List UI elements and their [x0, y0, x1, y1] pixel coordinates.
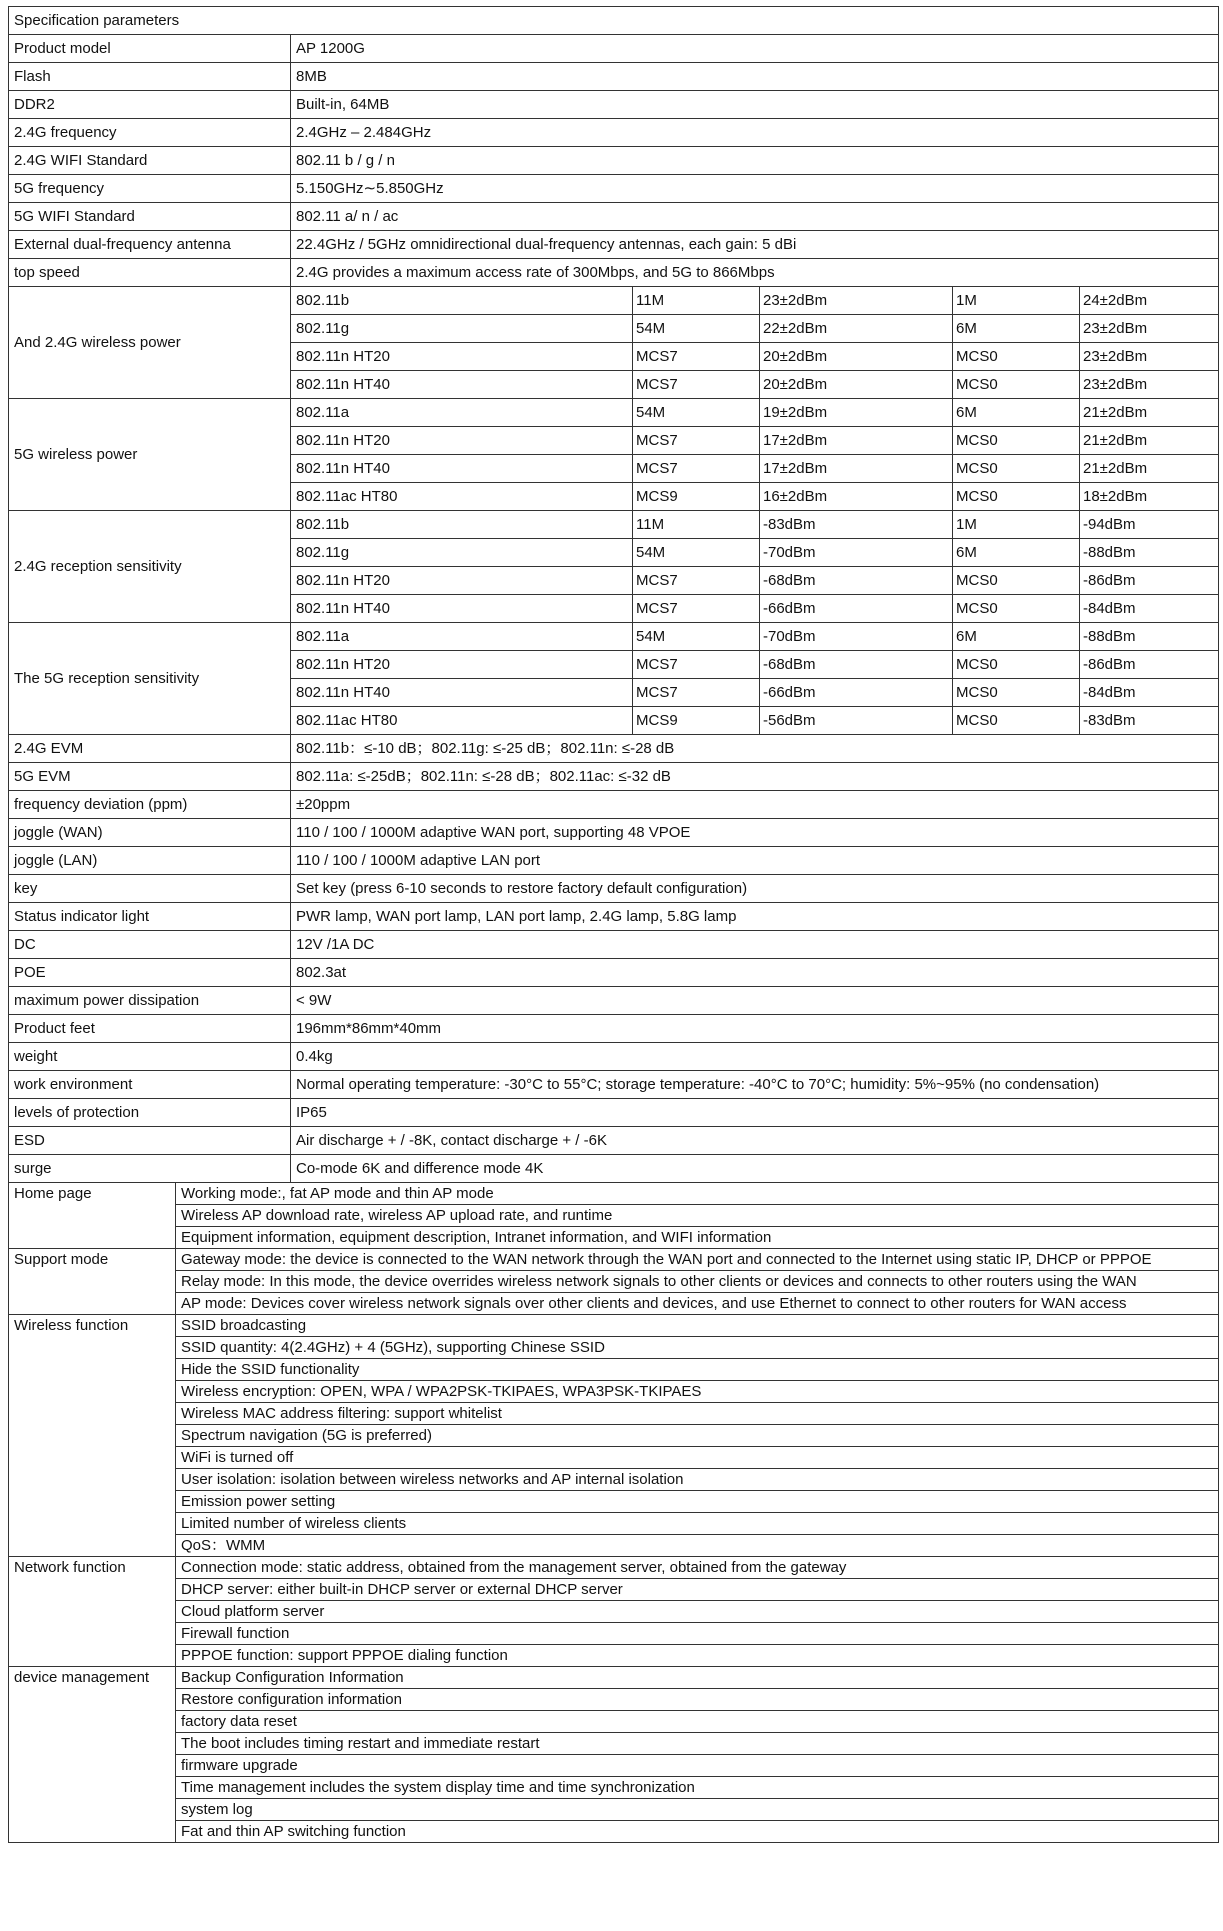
feature-item: PPPOE function: support PPPOE dialing function — [176, 1645, 1219, 1667]
feature-item: Gateway mode: the device is connected to the WAN network through the WAN port and connected to the Internet using static IP, DHCP or PPPOE — [176, 1249, 1219, 1271]
feature-table — [8, 1182, 1219, 1843]
feature-row — [9, 1667, 1219, 1689]
sub-table-cell: 18±2dBm — [1080, 483, 1219, 511]
sub-table-cell: -86dBm — [1080, 567, 1219, 595]
sub-table-cell: -68dBm — [760, 651, 953, 679]
sub-table-cell: 802.11n HT20 — [291, 567, 633, 595]
spec-value: 0.4kg — [291, 1043, 1219, 1071]
sub-table-cell: 21±2dBm — [1080, 427, 1219, 455]
sub-table-cell: 6M — [953, 399, 1080, 427]
spec-value: 8MB — [291, 63, 1219, 91]
spec-value: 5.150GHz∼5.850GHz — [291, 175, 1219, 203]
sub-table-row — [9, 287, 1219, 315]
sub-table-cell: MCS0 — [953, 567, 1080, 595]
sub-table-cell: -94dBm — [1080, 511, 1219, 539]
feature-row — [9, 1447, 1219, 1469]
feature-category-wireless-function: Wireless function — [9, 1315, 176, 1557]
feature-category-device-management: device management — [9, 1667, 176, 1843]
feature-item: AP mode: Devices cover wireless network signals over other clients and devices, and use Ethernet to connect to other routers for WAN access — [176, 1293, 1219, 1315]
spec-row-weight — [9, 1043, 1219, 1071]
sub-table-cell: 22±2dBm — [760, 315, 953, 343]
feature-item: User isolation: isolation between wireless networks and AP internal isolation — [176, 1469, 1219, 1491]
sub-table-cell: 54M — [633, 399, 760, 427]
feature-category-support-mode: Support mode — [9, 1249, 176, 1315]
spec-row-key — [9, 875, 1219, 903]
spec-row-work-environment — [9, 1071, 1219, 1099]
sub-table-cell: MCS7 — [633, 567, 760, 595]
sub-table-cell: 802.11ac HT80 — [291, 707, 633, 735]
feature-item: Fat and thin AP switching function — [176, 1821, 1219, 1843]
spec-label: DDR2 — [9, 91, 291, 119]
feature-row — [9, 1601, 1219, 1623]
spec-row-joggle-wan — [9, 819, 1219, 847]
spec-row-5g-frequency — [9, 175, 1219, 203]
sub-table-cell: MCS9 — [633, 707, 760, 735]
feature-category-home-page: Home page — [9, 1183, 176, 1249]
sub-table-cell: 802.11n HT40 — [291, 455, 633, 483]
spec-value: 12V /1A DC — [291, 931, 1219, 959]
sub-table-cell: MCS0 — [953, 483, 1080, 511]
sub-table-cell: MCS0 — [953, 371, 1080, 399]
spec-row-flash — [9, 63, 1219, 91]
feature-item: Wireless encryption: OPEN, WPA / WPA2PSK-TKIPAES, WPA3PSK-TKIPAES — [176, 1381, 1219, 1403]
sub-table-cell: -84dBm — [1080, 595, 1219, 623]
sub-table-cell: MCS0 — [953, 343, 1080, 371]
spec-row-product-model — [9, 35, 1219, 63]
spec-row-poe — [9, 959, 1219, 987]
sub-table-cell: 802.11ac HT80 — [291, 483, 633, 511]
feature-item: QoS：WMM — [176, 1535, 1219, 1557]
spec-value: IP65 — [291, 1099, 1219, 1127]
feature-item: SSID quantity: 4(2.4GHz) + 4 (5GHz), supporting Chinese SSID — [176, 1337, 1219, 1359]
sub-table-cell: 23±2dBm — [1080, 343, 1219, 371]
feature-row — [9, 1227, 1219, 1249]
spec-label: External dual-frequency antenna — [9, 231, 291, 259]
spec-label: Product model — [9, 35, 291, 63]
sub-table-cell: MCS0 — [953, 651, 1080, 679]
spec-row-surge — [9, 1155, 1219, 1183]
sub-table-cell: -70dBm — [760, 623, 953, 651]
feature-row — [9, 1271, 1219, 1293]
feature-row — [9, 1623, 1219, 1645]
spec-title: Specification parameters — [9, 7, 1219, 35]
sub-table-cell: MCS7 — [633, 427, 760, 455]
sub-table-cell: MCS7 — [633, 679, 760, 707]
feature-item: Spectrum navigation (5G is preferred) — [176, 1425, 1219, 1447]
spec-row-status-indicator-light — [9, 903, 1219, 931]
sub-table-cell: 20±2dBm — [760, 343, 953, 371]
spec-row-2-4g-frequency — [9, 119, 1219, 147]
spec-label: joggle (LAN) — [9, 847, 291, 875]
spec-label: top speed — [9, 259, 291, 287]
feature-item: DHCP server: either built-in DHCP server or external DHCP server — [176, 1579, 1219, 1601]
spec-value: PWR lamp, WAN port lamp, LAN port lamp, 2.4G lamp, 5.8G lamp — [291, 903, 1219, 931]
sub-table-cell: -84dBm — [1080, 679, 1219, 707]
spec-value: ±20ppm — [291, 791, 1219, 819]
feature-item: system log — [176, 1799, 1219, 1821]
spec-row-2-4g-wifi-standard — [9, 147, 1219, 175]
feature-row — [9, 1249, 1219, 1271]
feature-row — [9, 1821, 1219, 1843]
feature-item: Equipment information, equipment description, Intranet information, and WIFI information — [176, 1227, 1219, 1249]
spec-row-5g-wifi-standard — [9, 203, 1219, 231]
sub-table-cell: -88dBm — [1080, 623, 1219, 651]
spec-value: < 9W — [291, 987, 1219, 1015]
sub-table-cell: 17±2dBm — [760, 455, 953, 483]
sub-table-cell: MCS0 — [953, 679, 1080, 707]
spec-value: 802.11b：≤-10 dB；802.11g: ≤-25 dB；802.11n: ≤-28 dB — [291, 735, 1219, 763]
feature-item: Relay mode: In this mode, the device overrides wireless network signals to other clients or devices and connects to other routers using the WAN — [176, 1271, 1219, 1293]
sub-table-cell: 16±2dBm — [760, 483, 953, 511]
sub-table-cell: 802.11b — [291, 287, 633, 315]
sub-table-cell: 802.11a — [291, 623, 633, 651]
sub-table-cell: 802.11b — [291, 511, 633, 539]
spec-table — [8, 6, 1219, 1183]
spec-row-levels-of-protection — [9, 1099, 1219, 1127]
sub-table-cell: 802.11n HT20 — [291, 343, 633, 371]
feature-row — [9, 1315, 1219, 1337]
feature-row — [9, 1755, 1219, 1777]
spec-value: 802.3at — [291, 959, 1219, 987]
sub-table-cell: 17±2dBm — [760, 427, 953, 455]
sub-table-cell: -70dBm — [760, 539, 953, 567]
sub-table-cell: MCS7 — [633, 455, 760, 483]
feature-row — [9, 1491, 1219, 1513]
sub-table-cell: 54M — [633, 315, 760, 343]
spec-value: 196mm*86mm*40mm — [291, 1015, 1219, 1043]
sub-table-cell: 802.11g — [291, 539, 633, 567]
spec-label: Flash — [9, 63, 291, 91]
spec-row-product-feet — [9, 1015, 1219, 1043]
sub-table-cell: 802.11n HT40 — [291, 679, 633, 707]
sub-table-cell: MCS0 — [953, 707, 1080, 735]
spec-document — [8, 6, 1218, 1843]
group-label-and-2-4g-wireless-power: And 2.4G wireless power — [9, 287, 291, 399]
feature-row — [9, 1205, 1219, 1227]
sub-table-row — [9, 399, 1219, 427]
spec-label: 2.4G WIFI Standard — [9, 147, 291, 175]
spec-row-external-dual-frequency-antenna — [9, 231, 1219, 259]
spec-value: 2.4G provides a maximum access rate of 300Mbps, and 5G to 866Mbps — [291, 259, 1219, 287]
sub-table-cell: 21±2dBm — [1080, 399, 1219, 427]
spec-label: key — [9, 875, 291, 903]
spec-row-maximum-power-dissipation — [9, 987, 1219, 1015]
feature-item: Cloud platform server — [176, 1601, 1219, 1623]
spec-value: 802.11a: ≤-25dB；802.11n: ≤-28 dB；802.11ac: ≤-32 dB — [291, 763, 1219, 791]
feature-row — [9, 1513, 1219, 1535]
feature-row — [9, 1425, 1219, 1447]
feature-row — [9, 1337, 1219, 1359]
spec-value: 110 / 100 / 1000M adaptive LAN port — [291, 847, 1219, 875]
sub-table-cell: MCS7 — [633, 595, 760, 623]
spec-row-top-speed — [9, 259, 1219, 287]
sub-table-cell: 54M — [633, 623, 760, 651]
sub-table-cell: -66dBm — [760, 679, 953, 707]
spec-label: 5G WIFI Standard — [9, 203, 291, 231]
spec-label: joggle (WAN) — [9, 819, 291, 847]
spec-row-esd — [9, 1127, 1219, 1155]
feature-item: SSID broadcasting — [176, 1315, 1219, 1337]
spec-label: Status indicator light — [9, 903, 291, 931]
spec-label: DC — [9, 931, 291, 959]
spec-label: Product feet — [9, 1015, 291, 1043]
feature-item: firmware upgrade — [176, 1755, 1219, 1777]
feature-row — [9, 1535, 1219, 1557]
feature-item: Wireless MAC address filtering: support whitelist — [176, 1403, 1219, 1425]
spec-label: 5G frequency — [9, 175, 291, 203]
spec-value: AP 1200G — [291, 35, 1219, 63]
sub-table-cell: -68dBm — [760, 567, 953, 595]
spec-label: frequency deviation (ppm) — [9, 791, 291, 819]
feature-row — [9, 1403, 1219, 1425]
feature-item: factory data reset — [176, 1711, 1219, 1733]
spec-row-dc — [9, 931, 1219, 959]
spec-row-frequency-deviation-ppm — [9, 791, 1219, 819]
spec-label: POE — [9, 959, 291, 987]
sub-table-cell: -66dBm — [760, 595, 953, 623]
feature-row — [9, 1359, 1219, 1381]
sub-table-cell: 802.11a — [291, 399, 633, 427]
sub-table-cell: -83dBm — [760, 511, 953, 539]
feature-item: The boot includes timing restart and immediate restart — [176, 1733, 1219, 1755]
sub-table-cell: 802.11n HT40 — [291, 595, 633, 623]
spec-label: work environment — [9, 1071, 291, 1099]
sub-table-cell: 23±2dBm — [760, 287, 953, 315]
feature-row — [9, 1381, 1219, 1403]
spec-value: 110 / 100 / 1000M adaptive WAN port, supporting 48 VPOE — [291, 819, 1219, 847]
feature-row — [9, 1183, 1219, 1205]
sub-table-cell: MCS7 — [633, 343, 760, 371]
sub-table-cell: 23±2dBm — [1080, 371, 1219, 399]
spec-value: Co-mode 6K and difference mode 4K — [291, 1155, 1219, 1183]
spec-label: 5G EVM — [9, 763, 291, 791]
sub-table-cell: MCS0 — [953, 427, 1080, 455]
feature-item: Hide the SSID functionality — [176, 1359, 1219, 1381]
sub-table-cell: 21±2dBm — [1080, 455, 1219, 483]
sub-table-cell: 54M — [633, 539, 760, 567]
feature-row — [9, 1711, 1219, 1733]
sub-table-cell: MCS7 — [633, 651, 760, 679]
spec-label: surge — [9, 1155, 291, 1183]
spec-value: Set key (press 6-10 seconds to restore factory default configuration) — [291, 875, 1219, 903]
spec-label: maximum power dissipation — [9, 987, 291, 1015]
sub-table-cell: 11M — [633, 287, 760, 315]
sub-table-cell: 19±2dBm — [760, 399, 953, 427]
sub-table-cell: 1M — [953, 287, 1080, 315]
spec-value: Normal operating temperature: -30°C to 55°C; storage temperature: -40°C to 70°C; humidity: 5%~95% (no condensation) — [291, 1071, 1219, 1099]
sub-table-cell: MCS9 — [633, 483, 760, 511]
sub-table-cell: 20±2dBm — [760, 371, 953, 399]
sub-table-cell: 802.11n HT40 — [291, 371, 633, 399]
spec-row-joggle-lan — [9, 847, 1219, 875]
sub-table-cell: 802.11g — [291, 315, 633, 343]
sub-table-cell: MCS7 — [633, 371, 760, 399]
sub-table-cell: 802.11n HT20 — [291, 651, 633, 679]
spec-value: Built-in, 64MB — [291, 91, 1219, 119]
feature-row — [9, 1469, 1219, 1491]
feature-item: WiFi is turned off — [176, 1447, 1219, 1469]
group-label-2-4g-reception-sensitivity: 2.4G reception sensitivity — [9, 511, 291, 623]
sub-table-cell: 11M — [633, 511, 760, 539]
feature-item: Connection mode: static address, obtained from the management server, obtained from the gateway — [176, 1557, 1219, 1579]
feature-item: Restore configuration information — [176, 1689, 1219, 1711]
feature-category-network-function: Network function — [9, 1557, 176, 1667]
sub-table-row — [9, 511, 1219, 539]
group-label-5g-wireless-power: 5G wireless power — [9, 399, 291, 511]
spec-value: 802.11 a/ n / ac — [291, 203, 1219, 231]
feature-row — [9, 1777, 1219, 1799]
sub-table-cell: 24±2dBm — [1080, 287, 1219, 315]
feature-item: Wireless AP download rate, wireless AP upload rate, and runtime — [176, 1205, 1219, 1227]
sub-table-cell: 6M — [953, 623, 1080, 651]
feature-row — [9, 1733, 1219, 1755]
spec-row-5g-evm — [9, 763, 1219, 791]
spec-value: Air discharge + / -8K, contact discharge + / -6K — [291, 1127, 1219, 1155]
feature-item: Limited number of wireless clients — [176, 1513, 1219, 1535]
feature-item: Firewall function — [176, 1623, 1219, 1645]
feature-row — [9, 1799, 1219, 1821]
spec-label: weight — [9, 1043, 291, 1071]
sub-table-cell: 6M — [953, 539, 1080, 567]
spec-label: 2.4G frequency — [9, 119, 291, 147]
sub-table-cell: MCS0 — [953, 595, 1080, 623]
feature-item: Working mode:, fat AP mode and thin AP mode — [176, 1183, 1219, 1205]
sub-table-cell: -83dBm — [1080, 707, 1219, 735]
spec-value: 2.4GHz – 2.484GHz — [291, 119, 1219, 147]
spec-label: levels of protection — [9, 1099, 291, 1127]
spec-row-ddr2 — [9, 91, 1219, 119]
spec-value: 22.4GHz / 5GHz omnidirectional dual-frequency antennas, each gain: 5 dBi — [291, 231, 1219, 259]
spec-title-row — [9, 7, 1219, 35]
feature-row — [9, 1645, 1219, 1667]
sub-table-row — [9, 623, 1219, 651]
spec-label: ESD — [9, 1127, 291, 1155]
sub-table-cell: 1M — [953, 511, 1080, 539]
feature-row — [9, 1689, 1219, 1711]
sub-table-cell: 802.11n HT20 — [291, 427, 633, 455]
sub-table-cell: 6M — [953, 315, 1080, 343]
spec-label: 2.4G EVM — [9, 735, 291, 763]
sub-table-cell: -86dBm — [1080, 651, 1219, 679]
sub-table-cell: 23±2dBm — [1080, 315, 1219, 343]
feature-row — [9, 1579, 1219, 1601]
feature-row — [9, 1557, 1219, 1579]
feature-item: Time management includes the system display time and time synchronization — [176, 1777, 1219, 1799]
spec-value: 802.11 b / g / n — [291, 147, 1219, 175]
sub-table-cell: MCS0 — [953, 455, 1080, 483]
feature-item: Backup Configuration Information — [176, 1667, 1219, 1689]
spec-row-2-4g-evm — [9, 735, 1219, 763]
feature-row — [9, 1293, 1219, 1315]
feature-item: Emission power setting — [176, 1491, 1219, 1513]
sub-table-cell: -88dBm — [1080, 539, 1219, 567]
sub-table-cell: -56dBm — [760, 707, 953, 735]
group-label-the-5g-reception-sensitivity: The 5G reception sensitivity — [9, 623, 291, 735]
